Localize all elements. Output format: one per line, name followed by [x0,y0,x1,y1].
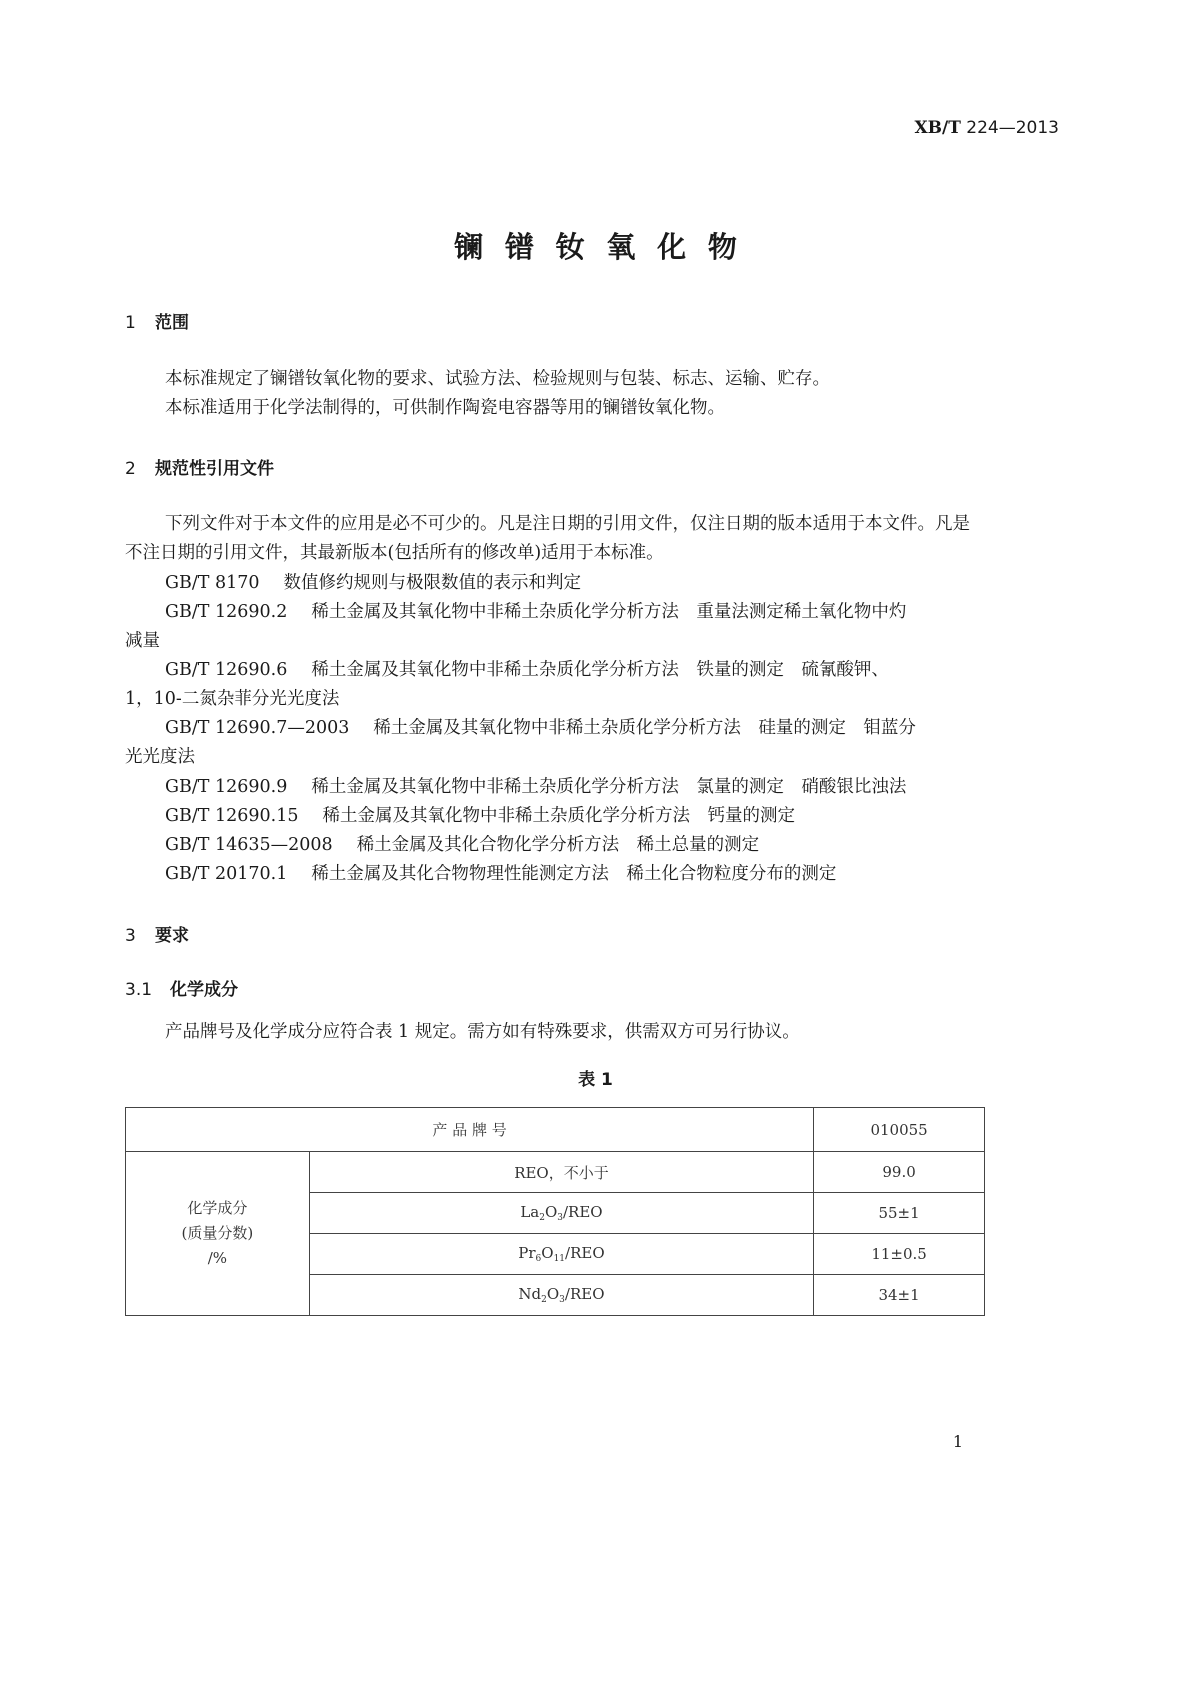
group-label-line: (质量分数) [181,1224,254,1242]
reference-code: GB/T 14635—2008 [165,835,333,855]
reference-title-continuation: 减量 [125,631,160,651]
standard-prefix: XB/T [914,118,961,138]
reference-title-continuation: 光光度法 [125,747,195,767]
formula-subscript: 11 [553,1254,566,1264]
table-item-cell: REO，不小于 [309,1152,813,1193]
composition-table [125,1107,985,1316]
standard-number [914,118,1059,138]
table-value-cell: 11±0.5 [814,1234,985,1275]
group-label-line: /% [207,1249,228,1267]
reference-item [125,598,906,623]
section-3-1-heading [125,975,238,1000]
table-header-label: 产 品 牌 号 [126,1108,814,1152]
formula-element: La [520,1203,540,1221]
page-number: 1 [952,1432,963,1451]
reference-title: 稀土金属及其氧化物中非稀土杂质化学分析方法 硅量的测定 钼蓝分 [373,718,916,738]
reference-title: 稀土金属及其化合物化学分析方法 稀土总量的测定 [356,835,760,855]
section-title: 范围 [155,313,189,333]
reference-code: GB/T 12690.2 [165,602,288,622]
reference-title-continuation: 1，10-二氮杂菲分光光度法 [125,689,340,709]
section-2-heading [125,454,274,479]
section-number: 3.1 [125,980,153,1000]
table-header-row [126,1108,985,1152]
formula-element: O [546,1285,560,1303]
reference-item [125,656,889,681]
formula-subscript: 6 [535,1254,542,1264]
section-1-heading [125,308,189,333]
reference-item [125,831,759,856]
formula-subscript: 2 [539,1213,545,1223]
reference-code: GB/T 12690.15 [165,806,299,826]
formula-element: O [541,1244,554,1262]
reference-code: GB/T 8170 [165,573,260,593]
composition-group-label [126,1152,310,1316]
group-label-line: 化学成分 [187,1199,248,1217]
reference-title: 稀土金属及其化合物物理性能测定方法 稀土化合物粒度分布的测定 [311,864,837,884]
section-number: 1 [125,313,136,333]
section-title: 要求 [155,926,189,946]
formula-element: Pr [518,1244,536,1262]
table-header-grade: 010055 [814,1108,985,1152]
formula-element: Nd [518,1285,542,1303]
reference-item [125,569,581,594]
table-item-cell [309,1275,813,1316]
table-row [126,1152,985,1193]
formula-subscript: 2 [541,1295,547,1305]
section-number: 2 [125,459,136,479]
section-3-1-paragraph-1: 产品牌号及化学成分应符合表 1 规定。需方如有特殊要求，供需双方可另行协议。 [165,1022,800,1042]
reference-code: GB/T 20170.1 [165,864,288,884]
formula-subscript: 3 [559,1295,565,1305]
formula-suffix: /REO [564,1285,605,1303]
section-1-paragraph-1: 本标准规定了镧镨钕氧化物的要求、试验方法、检验规则与包装、标志、运输、贮存。 [165,369,830,389]
formula-suffix: /REO [563,1203,603,1221]
reference-item [125,773,906,798]
reference-item [125,860,836,885]
table-caption: 表 1 [578,1070,613,1090]
table-value-cell: 99.0 [814,1152,985,1193]
document-title: 镧镨钕氧化物 [454,230,759,264]
reference-title: 数值修约规则与极限数值的表示和判定 [283,573,582,593]
section-1-paragraph-2: 本标准适用于化学法制得的，可供制作陶瓷电容器等用的镧镨钕氧化物。 [165,398,725,418]
section-title: 化学成分 [170,980,238,1000]
formula-element: O [544,1203,558,1221]
table-item-cell [309,1193,813,1234]
reference-title: 稀土金属及其氧化物中非稀土杂质化学分析方法 氯量的测定 硝酸银比浊法 [311,777,907,797]
reference-title: 稀土金属及其氧化物中非稀土杂质化学分析方法 钙量的测定 [322,806,795,826]
standard-code: 224—2013 [960,118,1059,138]
section-number: 3 [125,926,136,946]
formula-suffix: /REO [565,1244,605,1262]
reference-title: 稀土金属及其氧化物中非稀土杂质化学分析方法 铁量的测定 硫氰酸钾、 [311,660,889,680]
reference-code: GB/T 12690.6 [165,660,288,680]
table-item-cell [309,1234,813,1275]
reference-item [125,802,795,827]
reference-code: GB/T 12690.9 [165,777,288,797]
reference-code: GB/T 12690.7—2003 [165,718,350,738]
section-title: 规范性引用文件 [155,459,274,479]
reference-item [125,714,916,739]
table-value-cell: 34±1 [814,1275,985,1316]
table-value-cell: 55±1 [814,1193,985,1234]
reference-title: 稀土金属及其氧化物中非稀土杂质化学分析方法 重量法测定稀土氧化物中灼 [311,602,907,622]
section-3-heading [125,921,189,946]
formula-subscript: 3 [557,1213,563,1223]
section-2-paragraph-1: 下列文件对于本文件的应用是必不可少的。凡是注日期的引用文件，仅注日期的版本适用于本文件。凡是不注日期的引用文件，其最新版本(包括所有的修改单)适用于本标准。 [125,514,970,563]
